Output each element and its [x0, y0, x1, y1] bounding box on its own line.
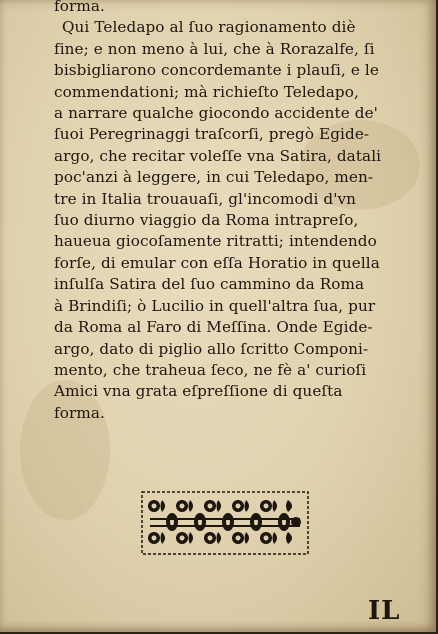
text-line: fine; e non meno à lui, che à Rorazalfe, ſi: [54, 39, 375, 58]
text-line: mento, che traheua ſeco, ne fè a' curioſi: [54, 360, 367, 379]
text-line: Amici vna grata eſpreſſione di queſta: [54, 382, 343, 401]
text-line: Qui Teledapo al ſuo ragionamento diè: [62, 18, 356, 37]
text-line: commendationi; mà richieſto Teledapo,: [54, 82, 359, 101]
text-line: poc'anzi à leggere, in cui Teledapo, men-: [54, 168, 374, 187]
text-line: ſuo diurno viaggio da Roma intrapreſo,: [54, 211, 359, 230]
text-line: inſulſa Satira del ſuo cammino da Roma: [54, 275, 365, 294]
text-line: argo, dato di piglio allo ſcritto Componi-: [54, 339, 369, 358]
text-line: ſuoi Peregrinaggi traſcorſi, pregò Egide-: [54, 125, 370, 144]
text-line: argo, che recitar voleſſe vna Satira, datali: [54, 146, 382, 165]
text-line: da Roma al Faro di Meſſina. Onde Egide-: [54, 318, 373, 337]
text-line: forma.: [54, 403, 105, 422]
printers-ornament: [138, 488, 312, 558]
text-line: bisbigliarono concordemante i plauſi, e le: [54, 61, 379, 80]
text-line: tre in Italia trouauaſi, gl'incomodi d'vn: [54, 189, 357, 208]
text-line: forma.: [54, 0, 105, 15]
text-line: forſe, di emular con eſſa Horatio in quella: [54, 253, 380, 272]
text-line: haueua giocoſamente ritratti; intendendo: [54, 232, 377, 251]
body-text: [54, 0, 424, 424]
text-line: a narrare qualche giocondo accidente de': [54, 104, 378, 123]
text-line: à Brindiſi; ò Lucilio in quell'altra ſua, pur: [54, 296, 376, 315]
signature-mark: IL: [368, 596, 401, 626]
